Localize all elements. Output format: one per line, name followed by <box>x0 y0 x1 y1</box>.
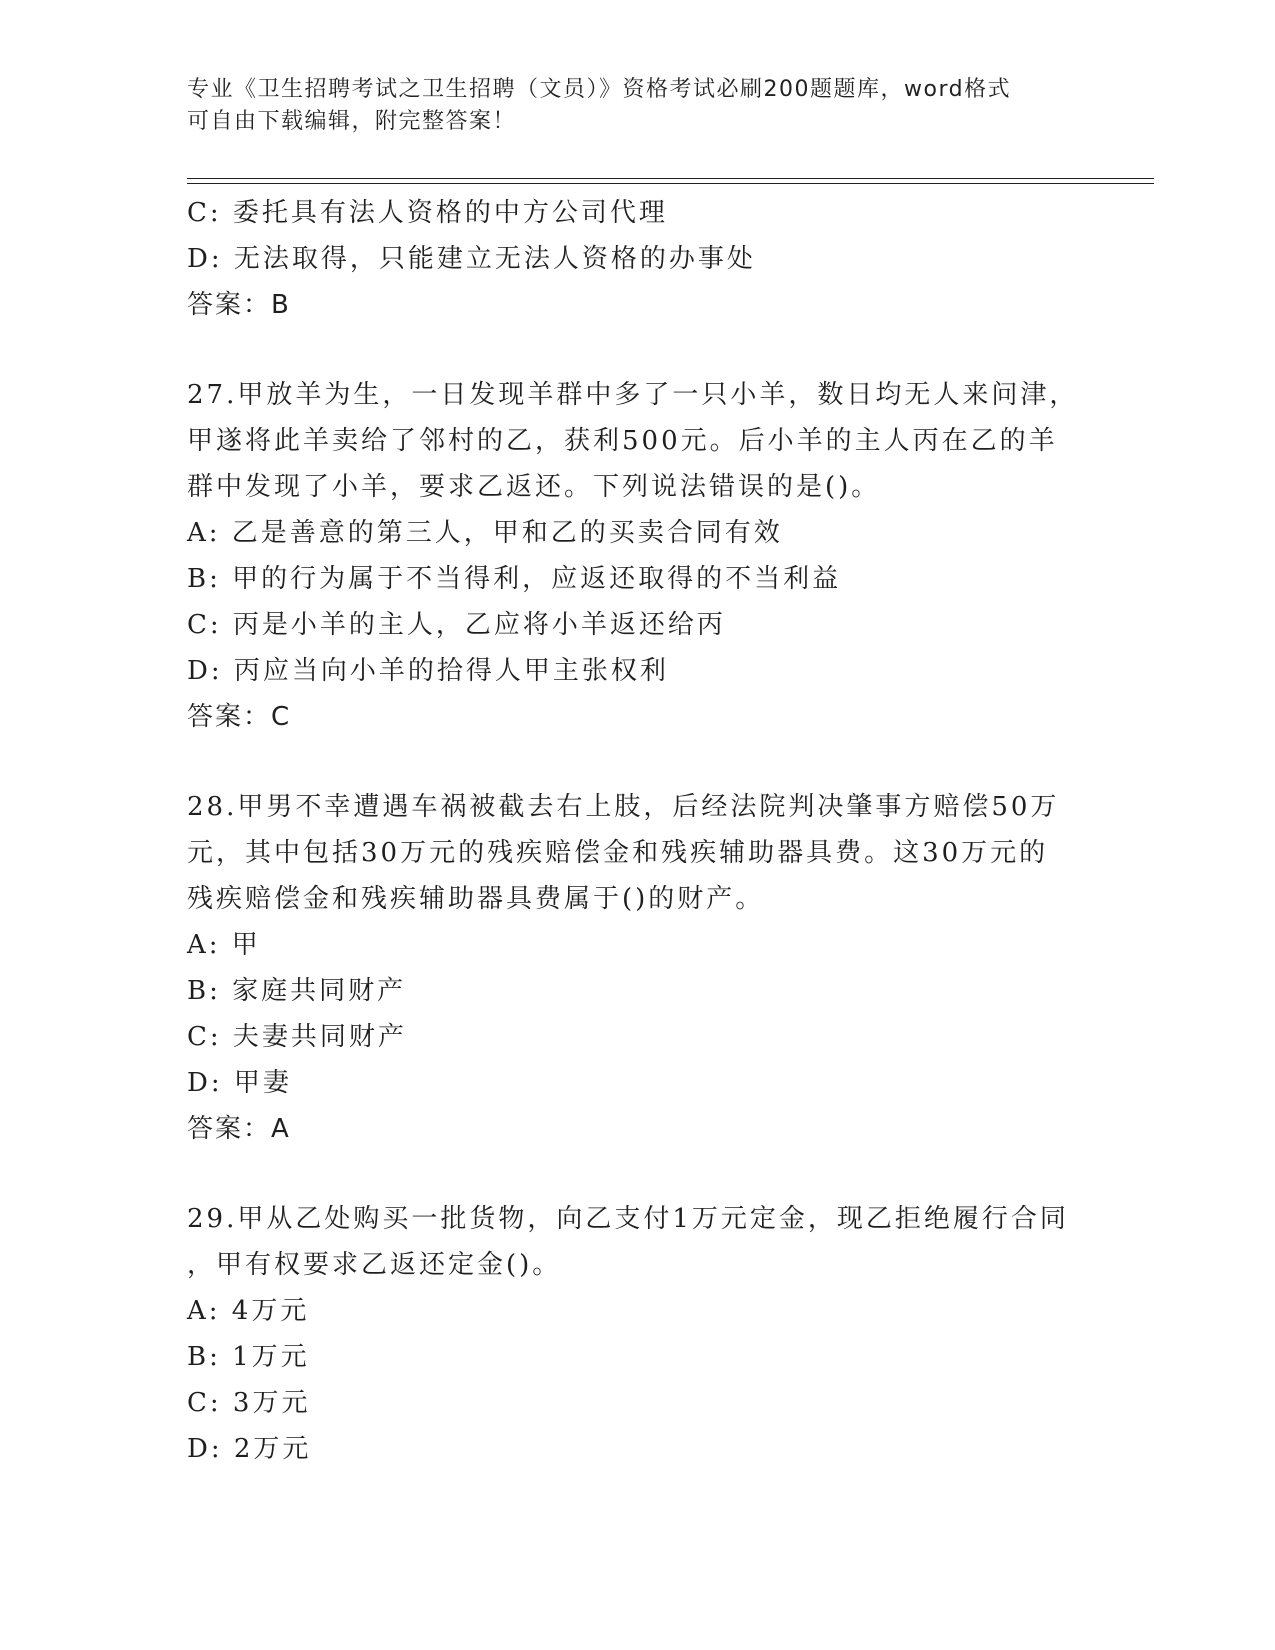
option-c: C: 夫妻共同财产 <box>187 1022 407 1052</box>
answer-line: 答案：B <box>187 290 291 320</box>
previous-question-tail <box>187 190 1087 328</box>
question-stem-line: ，甲有权要求乙返还定金()。 <box>187 1250 562 1280</box>
question-stem-line: 28.甲男不幸遭遇车祸被截去右上肢，后经法院判决肇事方赔偿50万 <box>187 792 1060 822</box>
option-a: A: 乙是善意的第三人，甲和乙的买卖合同有效 <box>187 518 783 548</box>
question-stem-line: 元，其中包括30万元的残疾赔偿金和残疾辅助器具费。这30万元的 <box>187 838 1049 868</box>
option-b: B: 1万元 <box>187 1342 310 1372</box>
header-line-1: 专业《卫生招聘考试之卫生招聘（文员）》资格考试必刷200题题库，word格式 <box>187 77 1012 102</box>
option-a: A: 甲 <box>187 930 261 960</box>
option-c: C: 3万元 <box>187 1388 311 1418</box>
option-c: C: 委托具有法人资格的中方公司代理 <box>187 198 668 228</box>
question-28 <box>187 784 1087 1152</box>
question-stem-line: 27.甲放羊为生，一日发现羊群中多了一只小羊，数日均无人来问津， <box>187 380 1079 410</box>
answer-line: 答案：C <box>187 702 292 732</box>
option-b: B: 甲的行为属于不当得利，应返还取得的不当利益 <box>187 564 842 594</box>
header-line-2: 可自由下载编辑，附完整答案！ <box>187 109 517 134</box>
option-d: D: 甲妻 <box>187 1068 292 1098</box>
header-divider-bottom <box>187 183 1154 184</box>
document-header <box>187 74 1067 138</box>
option-a: A: 4万元 <box>187 1296 310 1326</box>
question-stem-line: 残疾赔偿金和残疾辅助器具费属于()的财产。 <box>187 884 765 914</box>
question-stem-line: 29.甲从乙处购买一批货物，向乙支付1万元定金，现乙拒绝履行合同 <box>187 1204 1069 1234</box>
question-stem-line: 甲遂将此羊卖给了邻村的乙，获利500元。后小羊的主人丙在乙的羊 <box>187 426 1058 456</box>
option-c: C: 丙是小羊的主人，乙应将小羊返还给丙 <box>187 610 726 640</box>
header-divider-top <box>187 178 1154 179</box>
option-d: D: 2万元 <box>187 1434 312 1464</box>
question-stem-line: 群中发现了小羊，要求乙返还。下列说法错误的是()。 <box>187 472 881 502</box>
question-content <box>187 190 1087 1472</box>
question-27 <box>187 372 1087 740</box>
answer-line: 答案：A <box>187 1114 291 1144</box>
question-29 <box>187 1196 1087 1472</box>
option-b: B: 家庭共同财产 <box>187 976 407 1006</box>
option-d: D: 丙应当向小羊的拾得人甲主张权利 <box>187 656 669 686</box>
option-d: D: 无法取得，只能建立无法人资格的办事处 <box>187 244 756 274</box>
